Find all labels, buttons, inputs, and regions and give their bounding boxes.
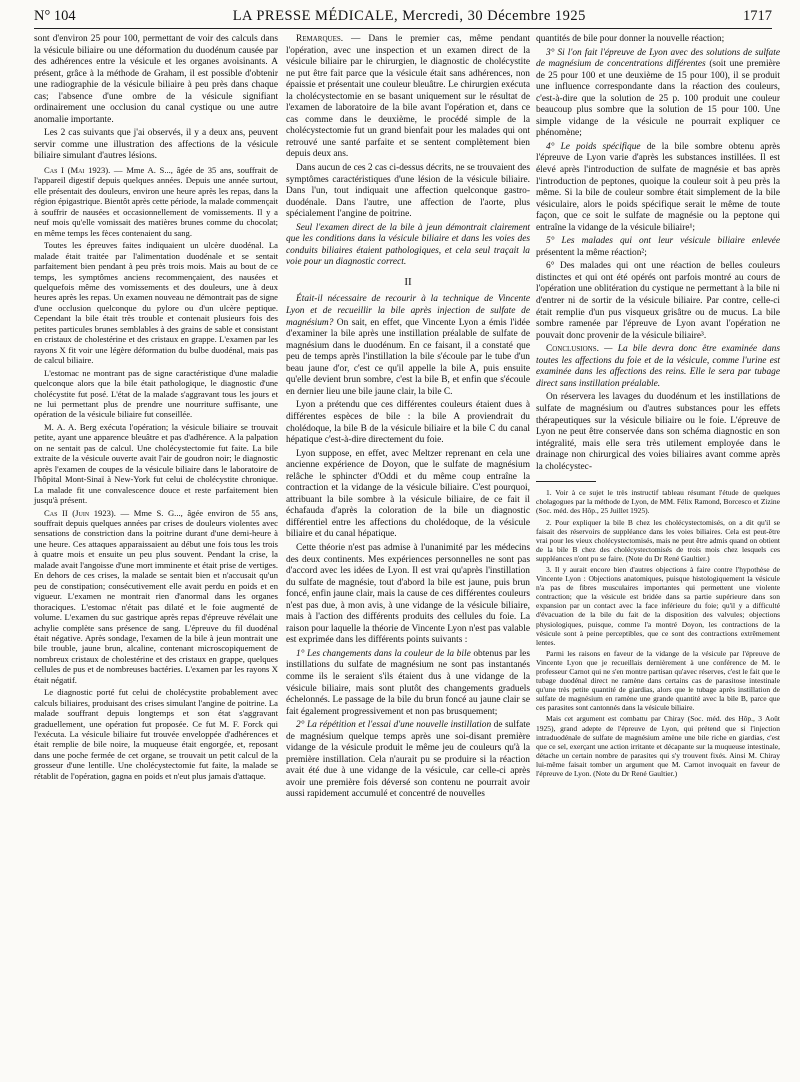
conclusions-text: — La bile devra donc être examinée dans toutes les affections du foie et de la vésicule, comme l'urine est examinée dans les affections des reins. Elle le sera par tubage direct sans instillation préalable. <box>536 344 780 389</box>
footnote: Mais cet argument est combattu par Chiray (Soc. méd. des Hôp., 3 Août 1925), grand adepte de l'épreuve de Lyon, qui prétend que si l'injection intraduodénale de sulfate de magnésium amène une bile riche en giardias, c'est que ce sel, exerçant une action irritante et décapante sur la muqueuse intestinale, détache un certain nombre de parasites qui s'y trouvent fixés. Ainsi M. Chiray lui-même faisait tomber un argument que M. Carnot invoquait en faveur de l'épreuve de Lyon. (Note du Dr René Gaultier.) <box>536 714 780 779</box>
point-1-text: obtenus par les instillations du sulfate de magnésium ne sont pas instantanés comme ils le seraient s'ils étaient dus à une vidange de la vésicule biliaire, mais sont plutôt des changements graduels échelonnés. Le passage de la bile du brun foncé au jaune clair se fait également progressivement et non pas brusquement; <box>286 648 530 717</box>
point-3 <box>536 48 780 140</box>
remarks-text: — Dans le premier cas, même pendant l'opération, avec une inspection et un examen direct de la vésicule biliaire par le chirurgien, le diagnostic de cholécystite ne put être fait parce que la vésicule était sans adhérences, non épaissie et présentait une couleur bleuâtre. Le chirurgien exécuta la cholécystectomie en se basant uniquement sur le résultat de l'examen de laboratoire de la bile avant l'opération et, dans ce cas comme dans le deuxième, le procédé simple de la cholécystectomie fut un grand bienfait pour les malades qui ont retrouvé une santé parfaite et se sentent complètement bien depuis deux ans. <box>286 34 530 160</box>
footnote: Parmi les raisons en faveur de la vidange de la vésicule par l'épreuve de Vincente Lyon que je recueillais dernièrement à une conférence de M. le professeur Carnot qui ne s'en montre partisan qu'avec réserves, c'est le fait que le tubage duodénal direct ne ramène dans certains cas de parasitose intestinale qu'une très petite quantité de giardias, alors que le tubage après instillation de sulfate de magnésium en ramène une grande quantité avec la bile B, parce que ces parasites sont cantonnés dans la vésicule biliaire. <box>536 648 780 713</box>
point-2-text: de sulfate de magnésium quelque temps après une soi-disant première vidange de la vésicule produit le même jeu de couleurs qu'à la première instillation. Cela n'aurait pu se produire si la réaction avait été due à une vidange de la vésicule, car celle-ci après avoir une première fois déversé son contenu ne pourrait avoir aussi rapidement accumulé et concentré de nouvelles <box>286 720 531 800</box>
point-3-text: (soit une première de 25 pour 100 et une deuxième de 15 pour 100), il se produit une influence correspondante dans la réaction des couleurs, c'est-à-dire que la solution de 25 p. 100 produit une couleur beaucoup plus sombre que la solution de 15 pour 100. Une simple vidange de la vésicule ne pourrait expliquer ce phénomène; <box>536 59 781 139</box>
point-1-label: 1° Les changements dans la couleur de la bile <box>296 648 471 659</box>
column-3 <box>536 34 780 780</box>
point-4 <box>536 142 780 234</box>
footnote-divider <box>536 481 596 482</box>
paragraph: Toutes les épreuves faites indiquaient un ulcère duodénal. La malade était traitée par l'alimentation duodénale et se sentait parfaitement bien pendant à peu près trois mois. Mais au bout de ce temps, les symptômes anciens recommençaient, des nausées et quelquefois même des vomissements et des douleurs, une à deux heures après les repas. Un examen nouveau ne démontrait pas de signe d'une occlusion quelconque du pylore ou d'un ulcère peptique. Cependant la bile était très trouble et contenait plusieurs fois des petites particules brunes semblables à des grains de sable et consistant en cristaux de cholestérine et des cristaux en grappe. L'examen par les rayons X fit voir une légère déformation du bulbe duodénal, mais pas de calcul biliaire. <box>34 240 278 366</box>
point-4-text: de la bile sombre obtenu après l'épreuve de Lyon varie d'après les substances instillées. Il est élevé après l'introduction de sulfate de magnésie et bas après l'introduction de peptones, quoique la couleur soit à peu près la même. Si la bile de couleur sombre était simplement de la bile vésiculaire, alors le poids spécifique serait le même de toute façon, que ce soit le sulfate de magnésie ou la peptone qui entraîne la vidange de la vésicule biliaire¹; <box>536 141 780 233</box>
case-1-label: Cas I (Mai 1923). — <box>44 165 123 176</box>
footnote: 1. Voir à ce sujet le très instructif tableau résumant l'étude de quelques cholagogues par la méthode de Lyon, de MM. Félix Ramond, Borcesco et Zizine (Soc. méd. des Hôp., 25 Juillet 1925). <box>536 488 780 516</box>
point-5-label: 5° Les malades qui ont leur vésicule biliaire enlevée <box>546 236 780 247</box>
column-1 <box>34 34 278 783</box>
footnote: 2. Pour expliquer la bile B chez les cholécystectomisés, on a dit qu'il se faisait des réservoirs de suppléance dans les voies biliaires. Cela est peut-être vrai pour les vieux cholécystectomisés, mais ne peut être admis quand on obtient de la bile B chez des cholécystectomisés de trois mois chez lesquels ces suppléances n'ont pu se faire. (Note du Dr René Gaultier.) <box>536 517 780 563</box>
journal-title: LA PRESSE MÉDICALE, Mercredi, 30 Décembre 1925 <box>232 7 586 24</box>
footnote: 3. Il y aurait encore bien d'autres objections à faire contre l'hypothèse de Vincente Lyon : Objections anatomiques, puisque histologiquement la vésicule n'a pas de fibres musculaires importantes qui permettent une violente contraction; que la vésicule est bridée dans sa partie supérieure dans son expansion par un contact avec la face inférieure du foie; qu'il y a difficulté d'évacuation de la bile du fait de la disposition des valvules; objections physiologiques, puisque, comme l'a montré Doyon, les contractions de la vésicule sont à peine perceptibles, que ce sont des contractions extrêmement lentes. <box>536 564 780 647</box>
question-text: On sait, en effet, que Vincente Lyon a émis l'idée d'examiner la bile après une instillation préalable de sulfate de magnésium dans le duodénum. En ce faisant, il a constaté que peu de temps après l'instillation la bile s'écoule par le tube d'un beau jaune d'or, c'est ce qu'il appelle la bile A, puis ensuite qu'elle devient brun sombre, c'est la bile B, et enfin que s'écoule en dernier lieu une bile jaune clair, la bile C. <box>286 317 530 397</box>
point-5 <box>536 236 780 259</box>
section-heading: II <box>404 275 412 288</box>
paragraph: Lyon a prétendu que ces différentes couleurs étaient dues à différentes espèces de bile : la bile A proviendrait du cholédoque, la bile B de la vésicule biliaire et la bile C du canal hépatique c'est-à-dire directement du foie. <box>286 400 530 446</box>
paragraph: Le diagnostic porté fut celui de cholécystite probablement avec calculs biliaires, produisant des crises simulant l'angine de poitrine. La malade souffrant depuis longtemps et son état s'aggravant graduellement, une opération fut proposée. Ce fut M. F. Forck qui l'exécuta. La vésicule biliaire fut trouvée enveloppée d'adhérences et était remplie de bile noire, la muqueuse était engorgée, et, reposant dans une poche fermée de cet organe, se trouvait un petit calcul de la grosseur d'une lentille. Une cholécystectomie fut faite, la malade se rétablit de l'opération, gagna en poids et n'eut plus jamais d'attaque. <box>34 687 278 781</box>
question-paragraph <box>286 294 530 398</box>
point-3-label: 3° Si l'on fait l'épreuve de Lyon avec des solutions de sulfate de magnésium de concentrations différentes <box>536 47 780 70</box>
point-1 <box>286 649 530 718</box>
point-4-label: 4° Le poids spécifique <box>546 141 641 152</box>
point-6: 6° Des malades qui ont une réaction de belles couleurs distinctes et qui ont été opérés ont parfois montré au cours de l'opération une oblitération du cystique ne permettant à la bile ni d'entrer ni de sortir de la vésicule biliaire. Par contre, celle-ci était remplie d'un pus visqueux grisâtre ou de mucus. La bile sombre ramenée par l'épreuve de Lyon avant l'opération ne pouvait donc provenir de la vésicule biliaire³. <box>536 261 780 341</box>
paragraph: Cette théorie n'est pas admise à l'unanimité par les médecins des deux continents. Mes expériences personnelles ne sont pas d'accord avec les idées de Lyon. Il est vrai qu'après l'instillation du sulfate de magnésie, tout d'abord la bile est jaune, puis brun foncé, enfin jaune clair, mais la cause de ces différentes couleurs n'est pas due, à mon avis, à une vidange de la vésicule biliaire, mais à l'action des différents produits des cellules du foie. La raison pour laquelle la théorie de Vincente Lyon n'est pas valable est exprimée dans les différents points suivants : <box>286 542 530 646</box>
column-2 <box>286 34 530 803</box>
paragraph: L'estomac ne montrant pas de signe caractéristique d'une maladie quelconque alors que la bile était pathologique, le diagnostic d'une cholécystite fut posé. L'état de la malade s'aggravant tous les jours et ne lui permettant plus de prendre une nourriture suffisante, une opération de la vésicule biliaire fut conseillée. <box>34 367 278 420</box>
point-5-text: présentent la même réaction²; <box>536 247 647 258</box>
page-number: 1717 <box>742 7 772 24</box>
point-2-label: 2° La répétition et l'essai d'une nouvelle instillation <box>296 720 492 731</box>
conclusions-label: Conclusions. <box>546 344 599 355</box>
case-2-label: Cas II (Juin 1923). — <box>44 507 130 518</box>
point-2 <box>286 720 530 801</box>
case-1 <box>34 165 278 238</box>
issue-number: N° 104 <box>34 7 76 24</box>
paragraph: sont d'environ 25 pour 100, permettant de voir des calculs dans la vésicule biliaire ou une déformation du duodénum causée par des adhérences entre la vésicule et les organes avoisinants. A présent, grâce à la méthode de Graham, il est possible d'obtenir une radiographie de la vésicule biliaire à peu près dans chaque cas; l'absence d'une ombre de la vésicule signifiant ordinairement une occlusion du canal cystique ou une autre anomalie importante. <box>34 34 278 125</box>
remarks-label: Remarques. <box>296 34 344 44</box>
paragraph: On réservera les lavages du duodénum et les instillations de sulfate de magnésium ou d'autres substances pour les effets thérapeutiques sur la vésicule biliaire ou le foie. L'épreuve de Lyon ne peut être conservée dans son schéma diagnostic en son intégralité, mais elle sera très utilement employée dans le drainage non chirurgical des voies biliaires avant comme après la cholécystec- <box>536 392 780 472</box>
case-1-text: Mme A. S..., âgée de 35 ans, souffrait de l'appareil digestif depuis quelques années. Depuis une année surtout, elle présentait des douleurs, environ une heure après les repas, dans la région épigastrique. Bientôt après cette période, la malade commençait à souffrir de nausées et occasionnellement de vomissements. Il y a neuf mois qu'elle vomissait des matières brunes comme du chocolat; en même temps les fèces contenaient du sang. <box>34 165 278 238</box>
case-2-text: Mme S. G..., âgée environ de 55 ans, souffrait depuis quelques années par crises de douleurs violentes avec sensations de constriction dans la poitrine durant d'une demi-heure à une heure. Ces attaques apparaissaient au début une fois tous les trois à quatre mois et ensuite un peu plus souvent. Pendant la crise, la malade avait l'angoisse d'une mort imminente et était prise de vertiges. En dehors de ces crises, la malade se sentait bien et n'accusait qu'un peu de constipation; consécutivement elle avait perdu en poids et en vigueur. L'examen ne montrait rien d'anormal dans les organes thoraciques. L'estomac n'était pas dilaté et le foie augmenté de volume. L'examen du suc gastrique après repas d'épreuve révélait une achylie complète sans présence de sang. L'épreuve du fil duodénal était négative. Après sondage, l'examen de la bile à jeun montrait une bile trouble, jaune brun, alcaline, contenant microscopiquement de nombreux cristaux de cholestérine et des cristaux en grappe, quelques cellules de pus et de nombreuses bactéries. L'examen par les rayons X était négatif. <box>34 507 278 685</box>
page-header <box>34 4 772 29</box>
paragraph: Dans aucun de ces 2 cas ci-dessus décrits, ne se trouvaient des symptômes caractéristiques d'une lésion de la vésicule biliaire. Dans l'un, tout indiquait une affection quelconque gastro-duodénale. Dans l'autre, une affection de l'aorte, plus spécialement l'angine de poitrine. <box>286 163 530 220</box>
footnotes <box>536 488 780 778</box>
question: Était-il nécessaire de recourir à la technique de Vincente Lyon et de recueillir la bile après injection de sulfate de magnésium? <box>286 294 530 328</box>
paragraph: M. A. A. Berg exécuta l'opération; la vésicule biliaire se trouvait petite, ayant une apparence bleuâtre et pas d'adhérence. A la palpation on ne sentait pas de calcul. Une cholécystectomie fut faite. La bile extraite de la vésicule ouverte avait l'air de goudron noir; le diagnostic après l'examen de coupes de la vésicule biliaire dans le laboratoire de l'hôpital Mont-Sinaï à New-York fut celui de cholécystite chronique. La malade fit une convalescence douce et reste parfaitement bien jusqu'à présent. <box>34 421 278 506</box>
paragraph: quantités de bile pour donner la nouvelle réaction; <box>536 34 725 44</box>
paragraph: Seul l'examen direct de la bile à jeun démontrait clairement que les conditions dans la vésicule biliaire et dans les voies des conduits biliaires étaient pathologiques, et cela seul traçait la voie pour un diagnostic correct. <box>286 222 530 268</box>
case-2 <box>34 508 278 686</box>
paragraph: Lyon suppose, en effet, avec Meltzer reprenant en cela une ancienne expérience de Doyon, que le sulfate de magnésium relâche le sphincter d'Oddi et du même coup entraîne la contraction et la vidange de la vésicule biliaire. C'est pourquoi, attribuant la bile sombre à la vésicule biliaire, de ce fait il échafauda d'après la coloration de la bile un diagnostic différentiel entre les affections du cholédoque, de la vésicule biliaire et du canal hépatique. <box>286 448 530 540</box>
paragraph: Les 2 cas suivants que j'ai observés, il y a deux ans, peuvent servir comme une illustration des affections de la vésicule biliaire simulant d'autres lésions. <box>34 128 278 162</box>
remarks <box>286 34 530 161</box>
conclusions <box>536 344 780 390</box>
